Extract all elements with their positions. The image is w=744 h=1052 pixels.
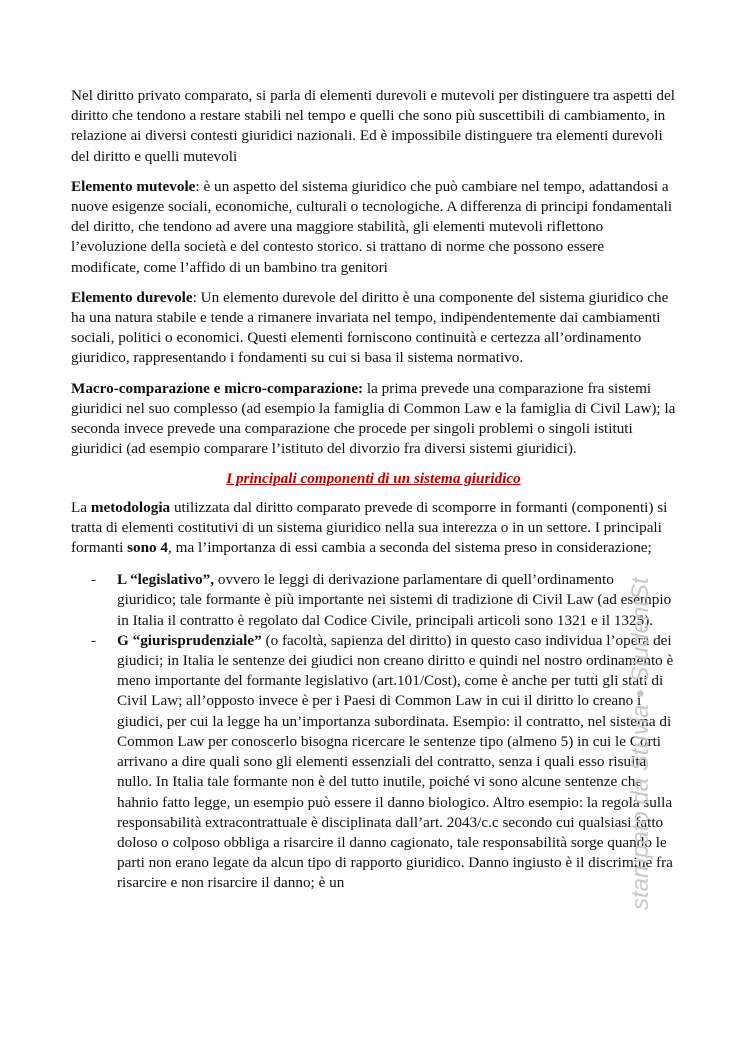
metodologia-term: metodologia bbox=[90, 498, 171, 516]
durevole-text: : Un elemento durevole del diritto è una componente del sistema giuridico che ha una natura stabile e tende a rimanere invariata nel tempo, indipendentemente dai cambiamenti sociali, politici o economici. Questi elementi forniscono continuità e certezza all’ordinamento giuridico, rappresentando i fondamenti su cui si basa il sistema normativo. bbox=[71, 288, 669, 367]
comparazione-term: Macro-comparazione e micro-comparazione: bbox=[71, 379, 364, 397]
formant-text-legislativo: ovvero le leggi di derivazione parlamentare di quell’ordinamento giuridico; tale formante è più importante nei sistemi di tradizione di Civil Law (ad esempio in Italia il contratto è regolato dal Codice Civile, principali articoli sono 1321 e il 1325). bbox=[117, 571, 672, 629]
formant-term-giurisprudenziale: G “giurisprudenziale” bbox=[117, 631, 262, 649]
mutevole-paragraph bbox=[71, 177, 676, 278]
comparazione-text: la prima prevede una comparazione fra sistemi giuridici nel suo complesso (ad esempio la famiglia di Common Law e la famiglia di Civil Law); la seconda invece prevede una comparazione che procede per singoli problemi o singoli istituti giuridici (ad esempio comparare l’istituto del divorzio fra diversi sistemi giuridici). bbox=[71, 379, 676, 458]
watermark-logo bbox=[618, 530, 662, 910]
list-dash: - bbox=[91, 571, 97, 589]
document-body bbox=[71, 86, 676, 894]
list-item-legislativo bbox=[71, 570, 676, 631]
list-dash: - bbox=[91, 631, 97, 649]
metodologia-middle: utilizzata dal diritto comparato prevede di scomporre in formanti (componenti) si tratta di elementi costitutivi di un sistema giuridico nella sua interezza o in un settore. I principali formanti bbox=[71, 498, 668, 557]
mutevole-text: : è un aspetto del sistema giuridico che può cambiare nel tempo, adattandosi a nuove esigenze sociali, economiche, culturali o tecnologiche. A differenza di principi fondamentali del diritto, che tendono ad avere una maggiore stabilità, gli elementi mutevoli riflettono l’evoluzione della società e del contesto storico. si trattano di norme che possono essere modificate, come l’affido di un bambino tra genitori bbox=[71, 177, 673, 276]
mutevole-term: Elemento mutevole bbox=[71, 177, 196, 195]
watermark-text: stampato da Stuvia • StudentSt bbox=[627, 577, 654, 910]
section-title: I principali componenti di un sistema giuridico bbox=[226, 470, 521, 488]
metodologia-prefix: La bbox=[71, 498, 91, 516]
intro-paragraph: Nel diritto privato comparato, si parla di elementi durevoli e mutevoli per distinguere tra aspetti del diritto che tendono a restare stabili nel tempo e quelli che sono più suscettibili di cambiamento, in relazione ai diversi contesti giuridici nazionali. Ed è impossibile distinguere tra elementi durevoli del diritto e quelli mutevoli bbox=[71, 87, 675, 165]
durevole-term: Elemento durevole bbox=[71, 288, 193, 306]
formants-list bbox=[71, 570, 676, 893]
comparazione-paragraph bbox=[71, 379, 676, 460]
metodologia-count: sono 4 bbox=[127, 539, 169, 557]
formant-term-legislativo: L “legislativo”, bbox=[117, 571, 215, 589]
formant-text-giurisprudenziale: (o facoltà, sapienza del diritto) in questo caso individua l’opera dei giudici; in Italia le sentenze dei giudici non creano diritto e quindi nel nostro ordinamento è meno importante del formante legislativo (art.101/Cost), come è anche per tutti gli stati di Civil Law; all’opposto invece è per i Paesi di Common Law in cui il diritto lo creano i giudici, per cui la legge ha un’importanza subordinata. Esempio: il contratto, nel sistema di Common Law per conoscerlo bisogna ricercare le sentenze tipo (almeno 5) in cui le Corti arrivano a dire quali sono gli elementi essenziali del contratto, senza i quali esso risulta nullo. In Italia tale formante non è del tutto inutile, poiché vi sono alcune sentenze che hahnio fatto legge, un esempio può essere il danno biologico. Altro esempio: la regola sulla responsabilità extracontrattuale è disciplinata dall’art. 2043/c.c secondo cui qualsiasi fatto doloso o colposo obbliga a risarcire il danno cagionato, tale responsabilità sorge quando le parti non erano legate da alcun tipo di rapporto giuridico. Danno ingiusto è il discrimine fra risarcire e non risarcire il danno; è un bbox=[117, 631, 674, 892]
metodologia-suffix: , ma l’importanza di essi cambia a seconda del sistema preso in considerazione; bbox=[168, 539, 652, 557]
list-item-giurisprudenziale bbox=[71, 631, 676, 894]
metodologia-paragraph bbox=[71, 498, 676, 559]
durevole-paragraph bbox=[71, 288, 676, 369]
